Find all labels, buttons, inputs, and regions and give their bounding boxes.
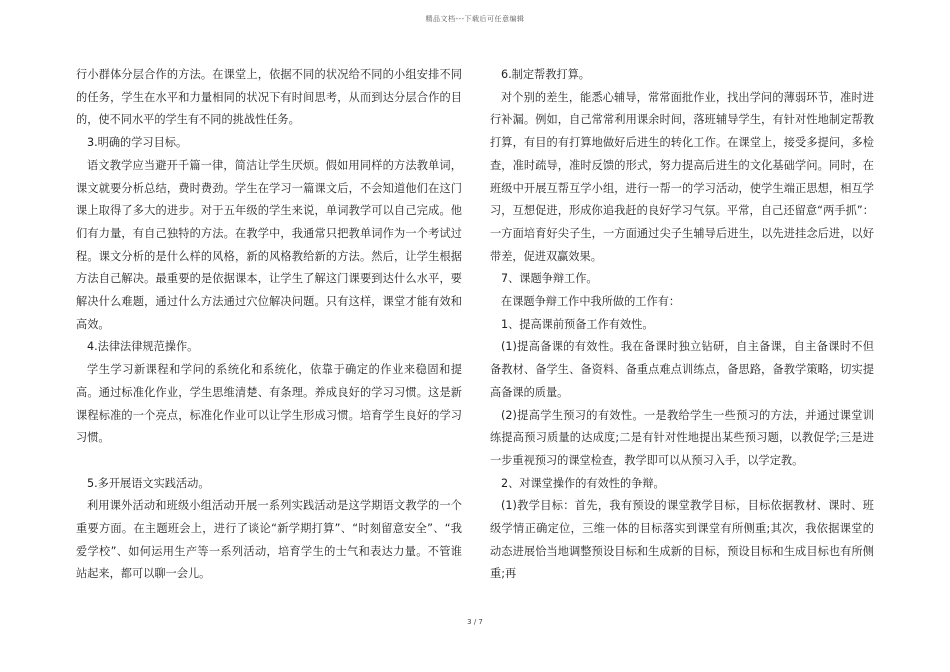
body-paragraph: 行小群体分层合作的方法。在课堂上，依据不同的状况给不同的小组安排不同的任务，学生在水平和力量相同的状况下有时间思考，从而到达分层合作的目的，使不同水平的学生有不同的挑战性任务。	[76, 68, 462, 127]
body-paragraph: 6.制定帮教打算。	[501, 68, 590, 81]
left-column	[76, 64, 462, 586]
body-paragraph: 4.法律法律规范操作。	[87, 340, 199, 354]
page-header: 精品文档---下载后可任意编辑	[425, 15, 525, 23]
body-paragraph: 1、提高课前预备工作有效性。	[501, 317, 654, 331]
page-number: 3 / 7	[467, 618, 483, 626]
body-paragraph: 7、课题争辩工作。	[501, 272, 598, 286]
body-paragraph: 语文教学应当避开千篇一律，简洁让学生厌烦。假如用同样的方法教单词，课文就要分析总结，费时费劲。学生在学习一篇课文后，不会知道他们在这门课上取得了多大的进步。对于五年级的学生来说，单词教学可以自己完成。他们有力量，有自己独特的方法。在教学中，我通常只把教单词作为一个考试过程。课文分析的是什么样的风格，新的风格教给新的方法。然后，让学生根据方法自己解决。最重要的是依据课本，让学生了解这门课要到达什么水平，要解决什么难题，通过什么方法通过穴位解决问题。只有这样，课堂才能有效和高效。	[76, 158, 462, 331]
body-paragraph: 2、对课堂操作的有效性的争辩。	[501, 476, 665, 490]
body-paragraph: 利用课外活动和班级小组活动开展一系列实践活动是这学期语文教学的一个重要方面。在主题班会上，进行了谈论“新学期打算”、“时刻留意安全”、“我爱学校”、如何运用生产等一系列活动，培育学生的士气和表达力量。不管谁站起来，都可以聊一会儿。	[76, 499, 462, 581]
body-paragraph: 3.明确的学习目标。	[87, 136, 188, 150]
body-paragraph: (1)提高备课的有效性。我在备课时独立钻研，自主备课，自主备课时不但备教材、备学生、备资料、备重点难点训练点，备思路，备教学策略，切实提高备课的质量。	[490, 340, 874, 399]
body-paragraph: (1)教学目标：首先，我有预设的课堂教学目标，目标依据教材、课时、班级学情正确定位，三维一体的目标落实到课堂有所侧重;其次，我依据课堂的动态进展恰当地调整预设目标和生成新的目标，预设目标和生成目标也有所侧重;再	[490, 499, 874, 581]
body-paragraph: (2)提高学生预习的有效性。一是教给学生一些预习的方法，并通过课堂训练提高预习质量的达成度;二是有针对性地提出某些预习题，以教促学;三是进一步重视预习的课堂检查，教学即可以从预习入手，以学定教。	[490, 408, 874, 467]
body-paragraph: 在课题争辩工作中我所做的工作有：	[501, 295, 681, 309]
right-column	[490, 64, 874, 586]
body-paragraph: 5.多开展语文实践活动。	[87, 476, 210, 490]
body-paragraph: 对个别的差生，能悉心辅导，常常面批作业，找出学问的薄弱环节，准时进行补漏。例如，自己常常利用课余时间，落班辅导学生，有针对性地制定帮教打算，有目的有打算地做好后进生的转化工作。在课堂上，接受多提问，多检查，准时疏导，准时反馈的形式，努力提高后进生的文化基础学问。同时，在班级中开展互帮互学小组，进行一帮一的学习活动，使学生端正思想，相互学习，互想促进，形成你追我赶的良好学习气氛。平常，自己还留意“两手抓”：一方面培育好尖子生，一方面通过尖子生辅导后进生，以先进挂念后进，以好带差，促进双赢效果。	[490, 90, 874, 263]
body-paragraph: 学生学习新课程和学问的系统化和系统化，依靠于确定的作业来稳固和提高。通过标准化作业，学生思维清楚、有条理。养成良好的学习习惯。这是新课程标准的一个亮点，标准化作业可以让学生形成习惯。培育学生良好的学习习惯。	[76, 363, 462, 445]
